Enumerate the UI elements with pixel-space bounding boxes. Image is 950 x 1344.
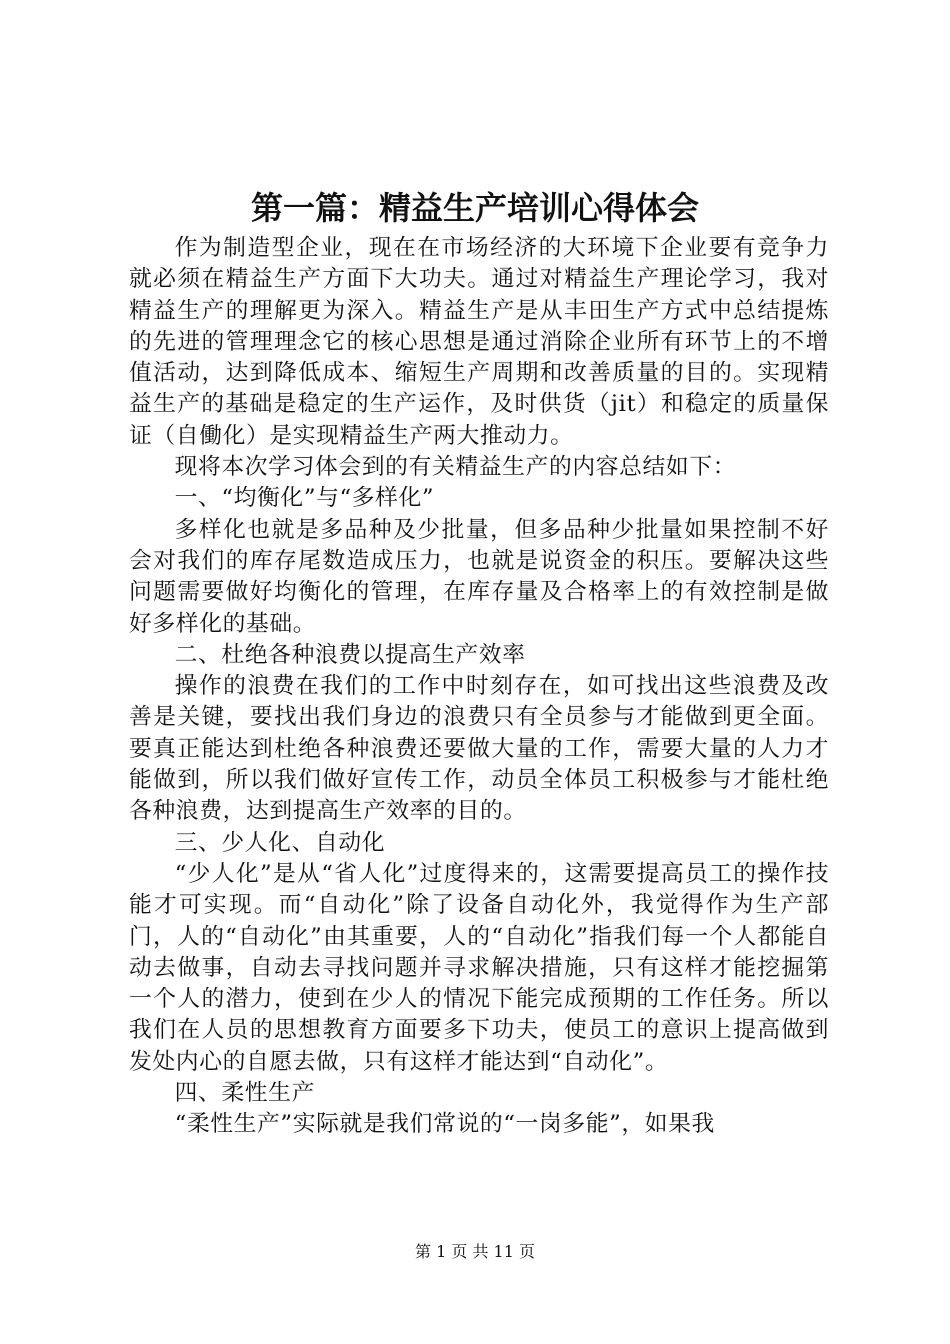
paragraph-summary-lead: 现将本次学习体会到的有关精益生产的内容总结如下： <box>174 454 737 481</box>
section-heading-3: 三、少人化、自动化 <box>174 829 386 856</box>
document-title: 第一篇：精益生产培训心得体会 <box>250 189 699 227</box>
section-heading-4: 四、柔性生产 <box>174 1080 315 1107</box>
document-body <box>129 233 829 1141</box>
page-footer: 第 1 页 共 11 页 <box>415 1242 535 1261</box>
paragraph-section-3: “少人化”是从“省人化”过度得来的，这需要提高员工的操作技能才可实现。而“自动化”除了设备自动化外，我觉得作为生产部门，人的“自动化”由其重要，人的“自动化”指我们每一个人都能自动去做事，自动去寻找问题并寻求解决措施，只有这样才能挖掘第一个人的潜力，使到在少人的情况下能完成预期的工作任务。所以我们在人员的思想教育方面要多下功夫，使员工的意识上提高做到发处内心的自愿去做，只有这样才能达到“自动化”。 <box>129 860 829 1075</box>
paragraph-section-4: “柔性生产”实际就是我们常说的“一岗多能”，如果我 <box>174 1111 715 1138</box>
paragraph-section-2: 操作的浪费在我们的工作中时刻存在，如可找出这些浪费及改善是关键，要找出我们身边的浪费只有全员参与才能做到更全面。要真正能达到杜绝各种浪费还要做大量的工作，需要大量的人力才能做到，所以我们做好宣传工作，动员全体员工积极参与才能杜绝各种浪费，达到提高生产效率的目的。 <box>129 673 829 825</box>
section-heading-2: 二、杜绝各种浪费以提高生产效率 <box>174 641 526 668</box>
paragraph-section-1: 多样化也就是多品种及少批量，但多品种少批量如果控制不好会对我们的库存尾数造成压力，也就是说资金的积压。要解决这些问题需要做好均衡化的管理，在库存量及合格率上的有效控制是做好多样化的基础。 <box>129 516 829 637</box>
section-heading-1: 一、“均衡化”与“多样化” <box>174 485 435 512</box>
paragraph-intro: 作为制造型企业，现在在市场经济的大环境下企业要有竞争力就必须在精益生产方面下大功夫。通过对精益生产理论学习，我对精益生产的理解更为深入。精益生产是从丰田生产方式中总结提炼的先进的管理理念它的核心思想是通过消除企业所有环节上的不增值活动，达到降低成本、缩短生产周期和改善质量的目的。实现精益生产的基础是稳定的生产运作，及时供货（jit）和稳定的质量保证（自働化）是实现精益生产两大推动力。 <box>129 235 829 449</box>
